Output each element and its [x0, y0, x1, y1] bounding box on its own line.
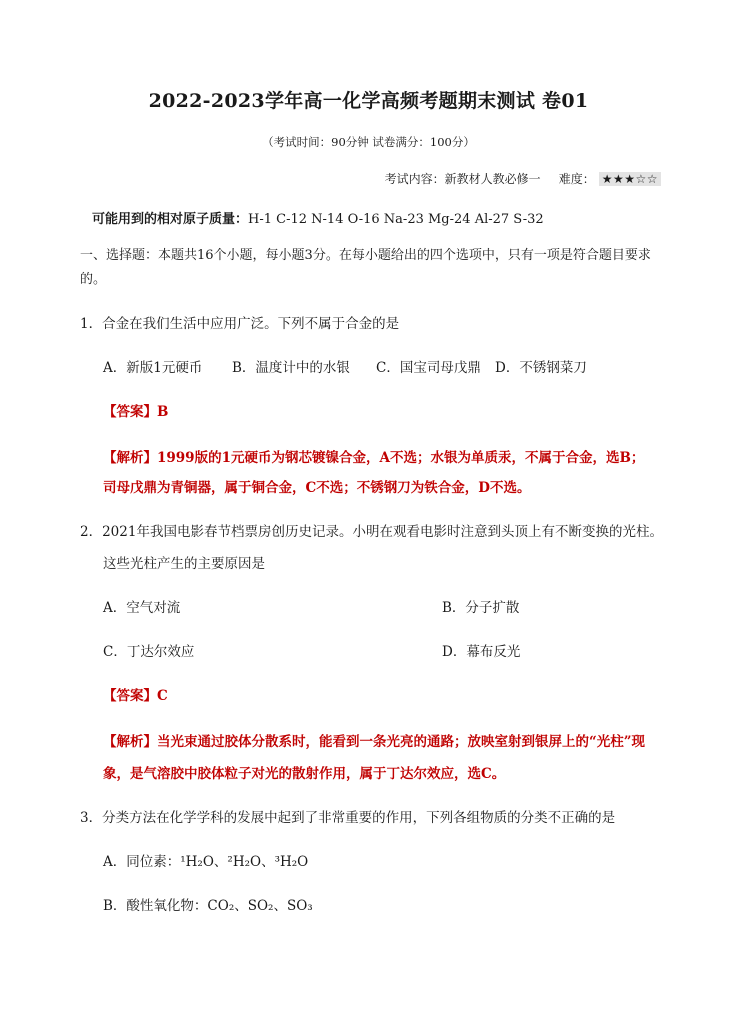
- question-3-option-b-formula: CO₂、SO₂、SO₃: [207, 898, 313, 914]
- question-1-option-c: C．国宝司母戊鼎: [376, 360, 481, 376]
- question-2-option-a: A．空气对流: [103, 600, 181, 616]
- question-3-option-a-formula: ¹H₂O、²H₂O、³H₂O: [180, 854, 309, 870]
- question-2-option-c: C．丁达尔效应: [103, 644, 195, 660]
- atomic-masses-values: H-1 C-12 N-14 O-16 Na-23 Mg-24 Al-27 S-32: [248, 212, 544, 227]
- question-1-stem: 1．合金在我们生活中应用广泛。下列不属于合金的是: [80, 316, 400, 332]
- exam-info: （考试时间：90分钟 试卷满分：100分）: [262, 135, 475, 149]
- exam-meta: [385, 170, 661, 187]
- question-3-stem: 3．分类方法在化学学科的发展中起到了非常重要的作用，下列各组物质的分类不正确的是: [80, 810, 616, 826]
- question-3-option-b-label: B．酸性氧化物：: [103, 898, 208, 914]
- question-1-analysis-line2: 司母戊鼎为青铜器，属于铜合金，C不选；不锈钢刀为铁合金，D不选。: [103, 480, 531, 496]
- question-2-answer: 【答案】C: [103, 688, 168, 704]
- question-1-option-d: D．不锈钢菜刀: [495, 360, 587, 376]
- question-3-option-a-label: A．同位素：: [103, 854, 181, 870]
- question-2-option-b: B．分子扩散: [442, 600, 520, 616]
- atomic-masses-label: 可能用到的相对原子质量：: [92, 212, 249, 227]
- question-1-analysis-line1: 【解析】1999版的1元硬币为钢芯镀镍合金，A不选；水银为单质汞，不属于合金，选B；: [103, 450, 645, 466]
- content-label: 考试内容：新教材人教必修一: [384, 172, 541, 186]
- question-1-option-b: B．温度计中的水银: [232, 360, 350, 376]
- question-2-option-d: D．幕布反光: [442, 644, 521, 660]
- question-2-stem-line1: 2．2021年我国电影春节档票房创历史记录。小明在观看电影时注意到头顶上有不断变换的光柱。: [80, 524, 663, 540]
- question-1-option-a: A．新版1元硬币: [103, 360, 203, 376]
- section-intro: 一、选择题：本题共16个小题，每小题3分。在每小题给出的四个选项中，只有一项是符合题目要求的。: [80, 248, 651, 287]
- question-3-option-b: [103, 894, 313, 914]
- question-2-analysis-line1: 【解析】当光束通过胶体分散系时，能看到一条光亮的通路；放映室射到银屏上的“光柱”现: [103, 734, 646, 750]
- difficulty-label: 难度：: [558, 172, 595, 186]
- page-title: 2022-2023学年高一化学高频考题期末测试 卷01: [148, 90, 589, 112]
- question-3-option-a: [103, 850, 308, 870]
- question-2-stem-line2: 这些光柱产生的主要原因是: [103, 556, 265, 572]
- question-1-answer: 【答案】B: [103, 404, 169, 420]
- question-2-analysis-line2: 象，是气溶胶中胶体粒子对光的散射作用，属于丁达尔效应，选C。: [103, 766, 506, 782]
- difficulty-stars: ★★★☆☆: [599, 172, 661, 186]
- atomic-masses: [92, 208, 544, 227]
